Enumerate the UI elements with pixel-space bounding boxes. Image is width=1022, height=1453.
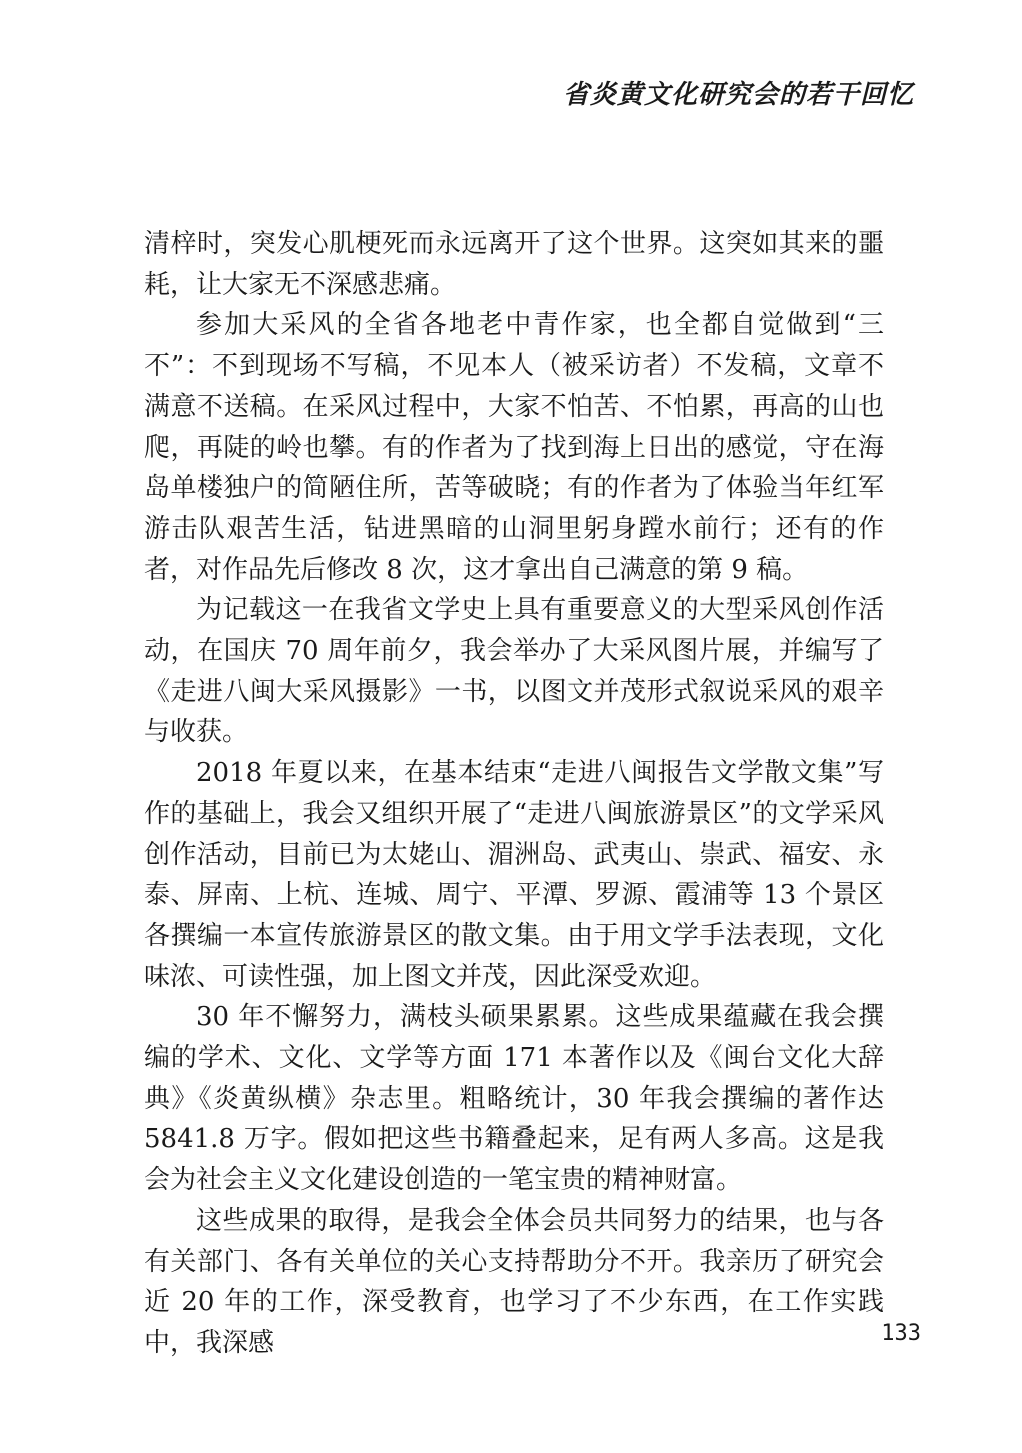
paragraph: 为记载这一在我省文学史上具有重要意义的大型采风创作活动，在国庆 70 周年前夕，我会举办了大采风图片展，并编写了《走进八闽大采风摄影》一书，以图文并茂形式叙说采风的艰辛与收获。 <box>144 595 884 748</box>
body-text <box>144 224 884 1364</box>
paragraph: 这些成果的取得，是我会全体会员共同努力的结果，也与各有关部门、各有关单位的关心支持帮助分不开。我亲历了研究会近 20 年的工作，深受教育，也学习了不少东西，在工作实践中，我深感 <box>144 1205 884 1358</box>
paragraph: 2018 年夏以来，在基本结束“走进八闽报告文学散文集”写作的基础上，我会又组织开展了“走进八闽旅游景区”的文学采风创作活动，目前已为太姥山、湄洲岛、武夷山、崇武、福安、永泰、屏南、上杭、连城、周宁、平潭、罗源、霞浦等 13 个景区各撰编一本宣传旅游景区的散文集。由于用文学手法表现，文化味浓、可读性强，加上图文并茂，因此深受欢迎。 <box>144 758 884 992</box>
running-header-title: 省炎黄文化研究会的若干回忆 <box>562 80 914 110</box>
page-number: 133 <box>881 1321 921 1346</box>
paragraph-continuation: 清梓时，突发心肌梗死而永远离开了这个世界。这突如其来的噩耗，让大家无不深感悲痛。 <box>144 229 884 300</box>
paragraph: 30 年不懈努力，满枝头硕果累累。这些成果蕴藏在我会撰编的学术、文化、文学等方面 171 本著作以及《闽台文化大辞典》《炎黄纵横》杂志里。粗略统计，30 年我会撰编的著作达 5841.8 万字。假如把这些书籍叠起来，足有两人多高。这是我会为社会主义文化建设创造的一笔宝贵的精神财富。 <box>144 1002 884 1196</box>
paragraph: 参加大采风的全省各地老中青作家，也全都自觉做到“三不”：不到现场不写稿，不见本人（被采访者）不发稿，文章不满意不送稿。在采风过程中，大家不怕苦、不怕累，再高的山也爬，再陡的岭也攀。有的作者为了找到海上日出的感觉，守在海岛单楼独户的简陋住所，苦等破晓；有的作者为了体验当年红军游击队艰苦生活，钻进黑暗的山洞里躬身蹚水前行；还有的作者，对作品先后修改 8 次，这才拿出自己满意的第 9 稿。 <box>144 310 884 585</box>
